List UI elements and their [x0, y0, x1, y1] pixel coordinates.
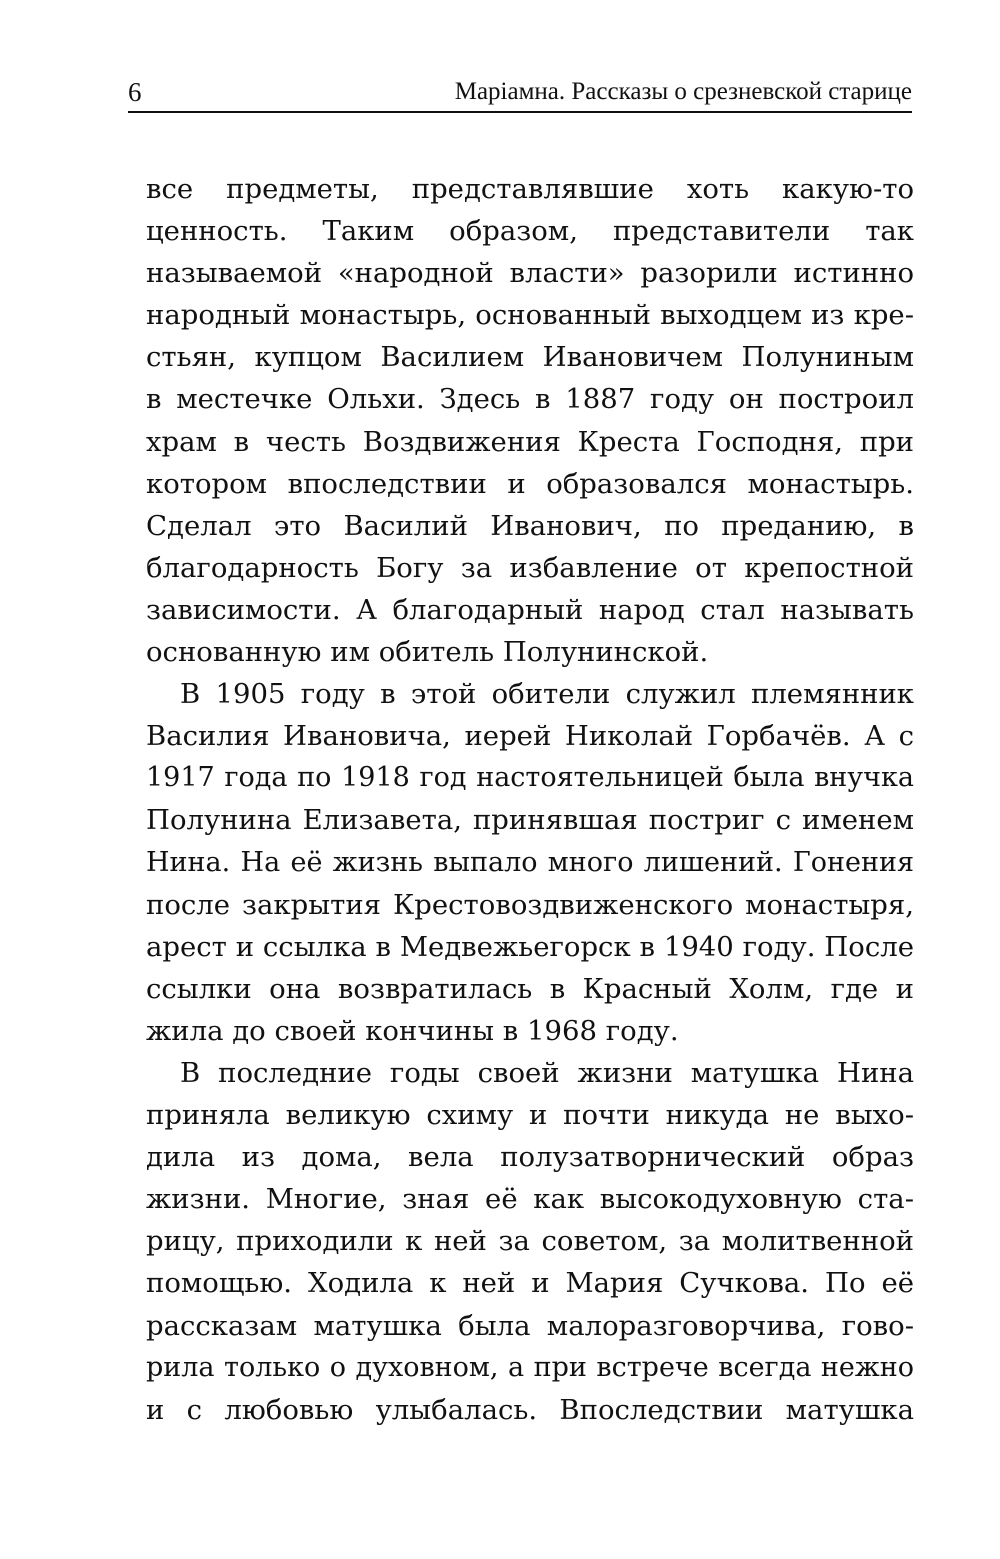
page-number: 6	[128, 77, 142, 107]
text-line: Василия Ивановича, иерей Николай Горбачёв. А с	[146, 720, 914, 753]
body-text	[146, 168, 914, 1431]
text-line: Полунина Елизавета, принявшая постриг с именем	[146, 804, 914, 837]
text-line: жизни. Многие, зная её как высокодуховную ста-	[146, 1183, 914, 1216]
text-line: все предметы, представлявшие хоть какую-то	[146, 173, 914, 205]
text-line: жила до своей кончины в 1968 году.	[146, 1014, 679, 1047]
text-line: зависимости. А благодарный народ стал называть	[146, 593, 914, 626]
text-line: рассказам матушка была малоразговорчива, гово-	[146, 1309, 914, 1342]
text-line: помощью. Ходила к ней и Мария Сучкова. По её	[146, 1267, 914, 1300]
text-line: рицу, приходили к ней за советом, за молитвенной	[146, 1225, 914, 1258]
text-line: в местечке Ольхи. Здесь в 1887 году он построил	[146, 383, 914, 416]
running-title: Марiамна. Рассказы о срезневской старице	[454, 78, 912, 105]
text-line: приняла великую схиму и почти никуда не выхо-	[146, 1099, 914, 1132]
text-line: благодарность Богу за избавление от крепостной	[146, 551, 914, 584]
text-line: называемой «народной власти» разорили истинно	[146, 257, 914, 290]
text-line: В последние годы своей жизни матушка Нина	[180, 1056, 914, 1089]
text-line: котором впоследствии и образовался монастырь.	[146, 467, 914, 500]
running-head	[128, 72, 912, 112]
text-line: храм в честь Воздвижения Креста Господня, при	[146, 425, 914, 458]
text-line: арест и ссылка в Медвежьегорск в 1940 году. После	[146, 930, 914, 963]
text-line: народный монастырь, основанный выходцем из кре-	[146, 299, 914, 332]
text-line: Сделал это Василий Иванович, по преданию, в	[146, 509, 914, 542]
text-line: стьян, купцом Василием Ивановичем Полуниным	[146, 341, 914, 374]
text-line: ценность. Таким образом, представители так	[146, 215, 914, 248]
text-line: В 1905 году в этой обители служил племянник	[180, 678, 914, 711]
header-rule	[128, 111, 912, 113]
text-line: и с любовью улыбалась. Впоследствии матушка	[146, 1393, 914, 1426]
text-line: дила из дома, вела полузатворнический образ	[146, 1141, 914, 1174]
text-line: после закрытия Крестовоздвиженского монастыря,	[146, 888, 914, 921]
text-line: ссылки она возвратилась в Красный Холм, где и	[146, 972, 914, 1005]
text-line: 1917 года по 1918 год настоятельницей была внучка	[146, 762, 914, 794]
text-line: рила только о духовном, а при встрече всегда нежно	[146, 1351, 914, 1383]
text-line: основанную им обитель Полунинской.	[146, 636, 709, 669]
text-line: Нина. На её жизнь выпало много лишений. Гонения	[146, 846, 914, 878]
